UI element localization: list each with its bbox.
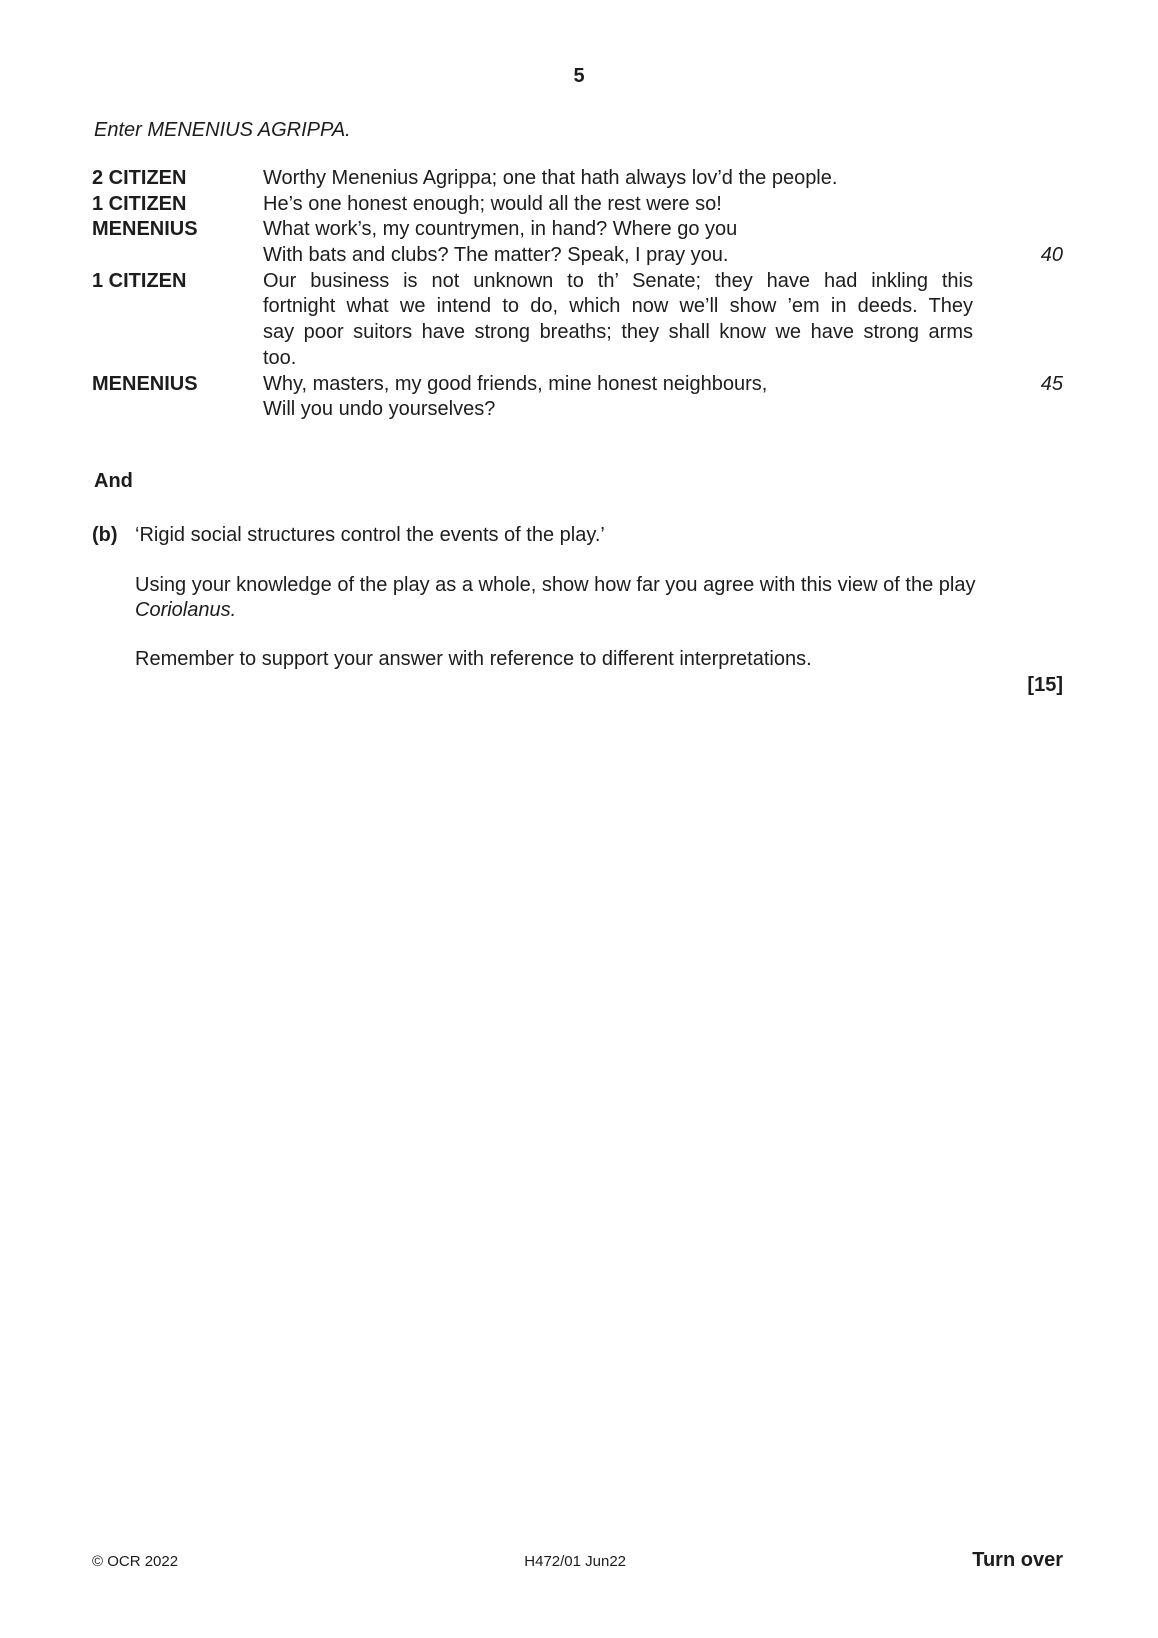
line-number (973, 166, 1063, 192)
dialogue-extract (92, 166, 1063, 423)
line-number (973, 269, 1063, 295)
dialogue-row (92, 346, 1063, 372)
question-b (92, 523, 1063, 699)
speaker-name: MENENIUS (92, 218, 198, 241)
question-b-instruction (135, 573, 1075, 624)
question-b-label: (b) (92, 524, 118, 546)
page-footer (92, 1548, 1063, 1574)
stage-direction: Enter MENENIUS AGRIPPA. (94, 119, 351, 141)
line-number: 45 (1040, 372, 1063, 395)
line-number (973, 192, 1063, 218)
dialogue-row (92, 166, 1063, 192)
dialogue-line: He’s one honest enough; would all the rest were so! (263, 192, 722, 215)
dialogue-line: Why, masters, my good friends, mine honest neighbours, (263, 372, 768, 395)
question-b-quote: ‘Rigid social structures control the events of the play.’ (135, 524, 605, 546)
dialogue-line: Our business is not unknown to th’ Senate; they have had inkling this (263, 269, 973, 292)
speaker-name: 1 CITIZEN (92, 192, 187, 215)
dialogue-row (92, 397, 1063, 423)
play-title: Coriolanus. (135, 599, 237, 622)
copyright-notice: © OCR 2022 (92, 1553, 179, 1570)
line-number: 40 (1040, 244, 1063, 267)
line-number (973, 217, 1063, 243)
question-b-quote-row (92, 523, 1063, 549)
dialogue-row (92, 320, 1063, 346)
speaker-name (92, 320, 263, 346)
dialogue-row (92, 294, 1063, 320)
page-number: 5 (573, 65, 585, 87)
question-b-instruction-text: Using your knowledge of the play as a whole, show how far you agree with this view of the play (135, 573, 976, 596)
speaker-name (92, 294, 263, 320)
line-number (973, 346, 1063, 372)
line-number (973, 320, 1063, 346)
document-reference: H472/01 Jun22 (524, 1553, 627, 1570)
and-label: And (94, 470, 133, 492)
turn-over-label: Turn over (972, 1549, 1063, 1571)
question-b-reminder: Remember to support your answer with reference to different interpretations. (135, 648, 812, 671)
dialogue-line: fortnight what we intend to do, which now we’ll show ’em in deeds. They (263, 295, 973, 318)
dialogue-line: With bats and clubs? The matter? Speak, I pray you. (263, 244, 729, 267)
line-number (973, 397, 1063, 423)
speaker-name: 1 CITIZEN (92, 269, 187, 292)
dialogue-line: Worthy Menenius Agrippa; one that hath always lov’d the people. (263, 167, 838, 189)
dialogue-line: say poor suitors have strong breaths; they shall know we have strong arms (263, 321, 973, 344)
speaker-name: 2 CITIZEN (92, 167, 187, 189)
marks-badge: [15] (1027, 673, 1063, 696)
speaker-name: MENENIUS (92, 372, 198, 395)
dialogue-line: Will you undo yourselves? (263, 398, 496, 421)
speaker-name (92, 397, 263, 423)
dialogue-row (92, 217, 1063, 243)
line-number (973, 294, 1063, 320)
dialogue-line: What work’s, my countrymen, in hand? Where go you (263, 218, 738, 241)
speaker-name (92, 243, 263, 269)
dialogue-row (92, 243, 1063, 269)
dialogue-row (92, 269, 1063, 295)
speaker-name (92, 346, 263, 372)
dialogue-line: too. (263, 346, 297, 369)
dialogue-row (92, 372, 1063, 398)
dialogue-row (92, 192, 1063, 218)
